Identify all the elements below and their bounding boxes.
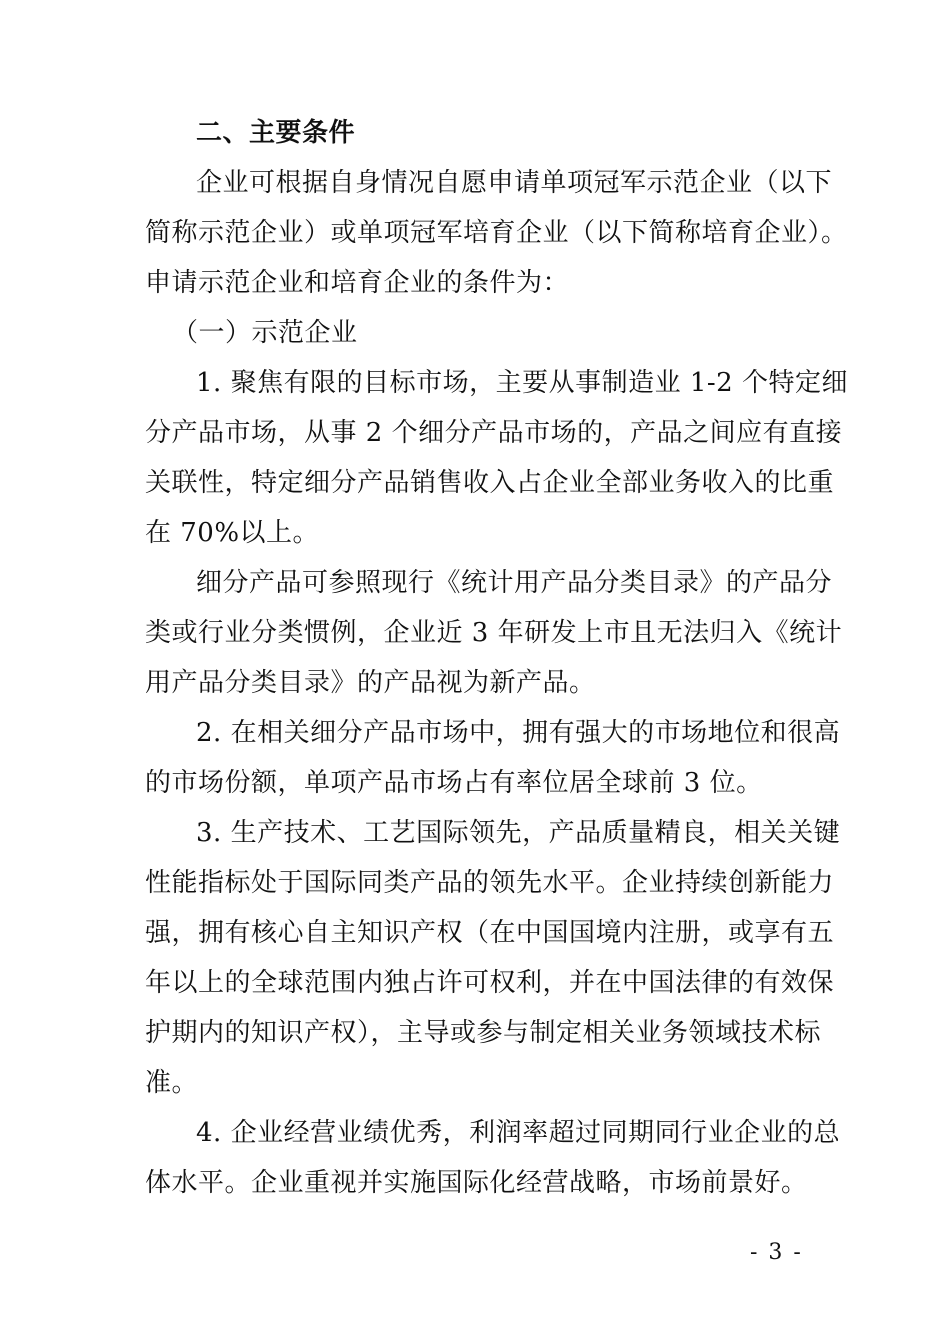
intro-line-2: 简称示范企业）或单项冠军培育企业（以下简称培育企业）。 <box>145 218 848 248</box>
item1-line-3: 关联性，特定细分产品销售收入占企业全部业务收入的比重 <box>145 468 835 498</box>
item3-line-2: 性能指标处于国际同类产品的领先水平。企业持续创新能力 <box>145 868 835 898</box>
item3-line-4: 年以上的全球范围内独占许可权利，并在中国法律的有效保 <box>145 968 835 998</box>
item1-line-2: 分产品市场，从事 2 个细分产品市场的，产品之间应有直接 <box>145 418 843 448</box>
item2-line-1: 2. 在相关细分产品市场中，拥有强大的市场地位和很高 <box>196 718 841 748</box>
item1-line-1: 1. 聚焦有限的目标市场，主要从事制造业 1-2 个特定细 <box>196 368 848 398</box>
page-number: - 3 - <box>750 1240 803 1265</box>
intro-line-3: 申请示范企业和培育企业的条件为： <box>145 268 570 298</box>
item4-line-2: 体水平。企业重视并实施国际化经营战略，市场前景好。 <box>145 1168 808 1198</box>
item2-line-2: 的市场份额，单项产品市场占有率位居全球前 3 位。 <box>145 768 763 798</box>
intro-line-1: 企业可根据自身情况自愿申请单项冠军示范企业（以下 <box>196 168 833 198</box>
item1-line-4: 在 70%以上。 <box>145 518 320 548</box>
item3-line-6: 准。 <box>145 1068 199 1098</box>
item4-line-1: 4. 企业经营业绩优秀，利润率超过同期同行业企业的总 <box>196 1118 841 1148</box>
note-line-2: 类或行业分类惯例，企业近 3 年研发上市且无法归入《统计 <box>145 618 843 648</box>
subsection-title: （一）示范企业 <box>172 318 358 348</box>
item3-line-3: 强，拥有核心自主知识产权（在中国国境内注册，或享有五 <box>145 918 835 948</box>
note-line-1: 细分产品可参照现行《统计用产品分类目录》的产品分 <box>196 568 833 598</box>
item3-line-1: 3. 生产技术、工艺国际领先，产品质量精良，相关关键 <box>196 818 841 848</box>
item3-line-5: 护期内的知识产权），主导或参与制定相关业务领域技术标 <box>145 1018 822 1048</box>
note-line-3: 用产品分类目录》的产品视为新产品。 <box>145 668 596 698</box>
section-heading: 二、主要条件 <box>196 118 356 148</box>
